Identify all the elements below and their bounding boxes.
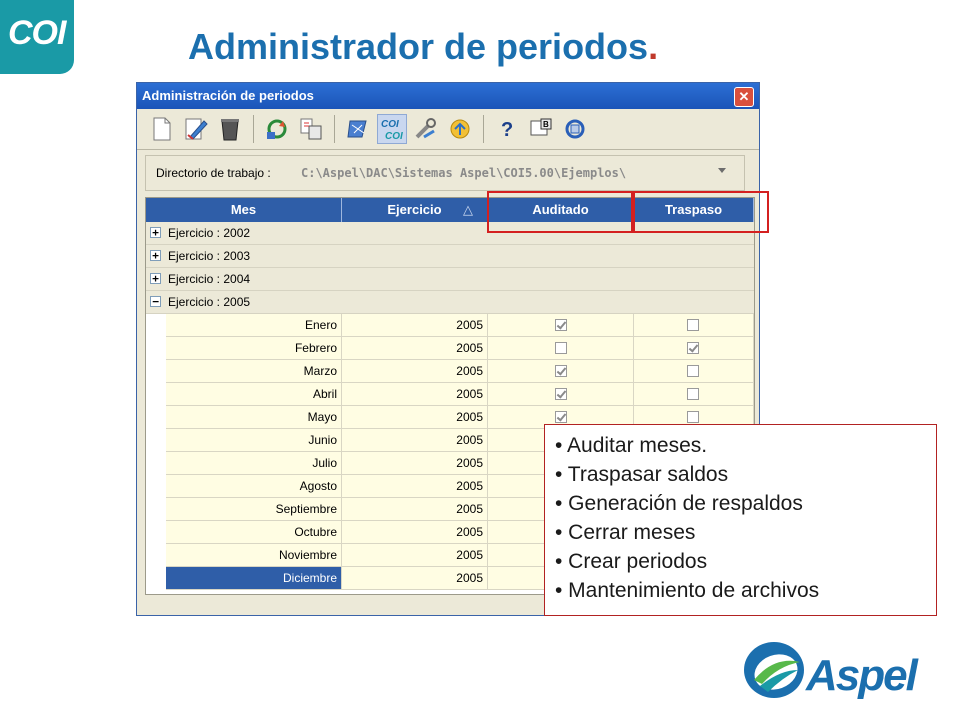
cell-auditado (488, 360, 634, 383)
chevron-down-icon[interactable] (718, 168, 726, 173)
svg-text:COI: COI (385, 131, 403, 142)
expand-icon[interactable]: + (150, 227, 161, 238)
toolbar-separator (334, 115, 335, 143)
page-title-text: Administrador de periodos (188, 26, 649, 67)
svg-text:B: B (543, 120, 549, 129)
group-row[interactable] (146, 268, 754, 291)
collapse-icon[interactable]: − (150, 296, 161, 307)
group-row[interactable] (146, 291, 754, 314)
cell-auditado (488, 383, 634, 406)
column-header-auditado[interactable]: Auditado (488, 198, 634, 222)
cell-ejercicio[interactable]: 2005 (342, 314, 488, 337)
cell-mes[interactable]: Febrero (166, 337, 342, 360)
help-icon[interactable] (492, 114, 522, 144)
svg-text:COI: COI (381, 119, 399, 130)
cell-ejercicio[interactable]: 2005 (342, 383, 488, 406)
cell-mes[interactable]: Noviembre (166, 544, 342, 567)
column-header-mes[interactable]: Mes (146, 198, 342, 222)
svg-text:?: ? (501, 119, 514, 141)
group-row[interactable] (146, 245, 754, 268)
cell-auditado (488, 314, 634, 337)
cell-mes[interactable]: Abril (166, 383, 342, 406)
sort-icon: △ (463, 202, 473, 217)
cell-mes[interactable]: Junio (166, 429, 342, 452)
expand-icon[interactable]: + (150, 250, 161, 261)
settings-icon[interactable] (526, 114, 556, 144)
cell-traspaso (634, 314, 754, 337)
aspel-logo (740, 636, 930, 704)
cell-mes[interactable]: Mayo (166, 406, 342, 429)
audit-icon[interactable] (343, 114, 373, 144)
callout-item: • Generación de respaldos (555, 492, 803, 515)
auditado-checkbox[interactable] (555, 342, 567, 354)
callout-item: • Mantenimiento de archivos (555, 579, 820, 602)
coi-badge-text: COI (8, 14, 66, 52)
group-label: Ejercicio : 2003 (168, 249, 251, 263)
auditado-checkbox[interactable] (555, 388, 567, 400)
working-directory (145, 155, 745, 191)
cell-ejercicio[interactable]: 2005 (342, 360, 488, 383)
toolbar-separator (253, 115, 254, 143)
cell-ejercicio[interactable]: 2005 (342, 406, 488, 429)
cell-mes[interactable]: Julio (166, 452, 342, 475)
table-row[interactable] (166, 314, 754, 337)
traspaso-checkbox[interactable] (687, 411, 699, 423)
auditado-checkbox[interactable] (555, 411, 567, 423)
window-title: Administración de periodos (142, 88, 314, 103)
tools-icon[interactable] (411, 114, 441, 144)
cell-ejercicio[interactable]: 2005 (342, 498, 488, 521)
column-header-ejercicio-label: Ejercicio (387, 202, 442, 217)
toolbar-separator (483, 115, 484, 143)
table-row[interactable] (166, 383, 754, 406)
cell-traspaso (634, 337, 754, 360)
transfer-icon[interactable] (296, 114, 326, 144)
cell-ejercicio[interactable]: 2005 (342, 567, 488, 590)
working-directory-select[interactable]: C:\Aspel\DAC\Sistemas Aspel\COI5.00\Ejemplos\ (301, 166, 627, 180)
features-callout (544, 424, 937, 616)
cell-auditado (488, 337, 634, 360)
aspel-logo-text: Aspel (806, 651, 916, 700)
group-label: Ejercicio : 2002 (168, 226, 251, 240)
traspaso-checkbox[interactable] (687, 365, 699, 377)
window-titlebar[interactable] (137, 83, 759, 109)
cell-mes[interactable]: Septiembre (166, 498, 342, 521)
callout-item: • Traspasar saldos (555, 463, 729, 486)
page-title (188, 26, 658, 68)
cell-ejercicio[interactable]: 2005 (342, 337, 488, 360)
coi-icon[interactable] (377, 114, 407, 144)
column-header-ejercicio[interactable] (342, 198, 488, 222)
cell-traspaso (634, 360, 754, 383)
expand-icon[interactable]: + (150, 273, 161, 284)
auditado-checkbox[interactable] (555, 365, 567, 377)
group-label: Ejercicio : 2005 (168, 295, 251, 309)
close-button[interactable]: ✕ (734, 87, 754, 107)
edit-icon[interactable] (181, 114, 211, 144)
traspaso-checkbox[interactable] (687, 319, 699, 331)
coi-badge (0, 0, 74, 74)
working-directory-label: Directorio de trabajo : (156, 166, 271, 180)
cell-ejercicio[interactable]: 2005 (342, 452, 488, 475)
traspaso-checkbox[interactable] (687, 342, 699, 354)
callout-item: • Cerrar meses (555, 521, 696, 544)
cell-mes[interactable]: Marzo (166, 360, 342, 383)
cell-mes[interactable]: Octubre (166, 521, 342, 544)
trash-icon[interactable] (215, 114, 245, 144)
network-icon[interactable] (560, 114, 590, 144)
table-row[interactable] (166, 360, 754, 383)
cell-ejercicio[interactable]: 2005 (342, 429, 488, 452)
cell-mes[interactable]: Agosto (166, 475, 342, 498)
new-icon[interactable] (147, 114, 177, 144)
cell-ejercicio[interactable]: 2005 (342, 521, 488, 544)
traspaso-checkbox[interactable] (687, 388, 699, 400)
page-title-dot: . (648, 26, 659, 67)
highlight-auditado (487, 191, 633, 233)
callout-item: • Crear periodos (555, 550, 708, 573)
toolbar (137, 109, 759, 150)
cell-traspaso (634, 383, 754, 406)
table-row[interactable] (166, 337, 754, 360)
cell-mes[interactable]: Diciembre (166, 567, 342, 590)
group-label: Ejercicio : 2004 (168, 272, 251, 286)
cell-ejercicio[interactable]: 2005 (342, 544, 488, 567)
cell-ejercicio[interactable]: 2005 (342, 475, 488, 498)
cell-mes[interactable]: Enero (166, 314, 342, 337)
column-header-traspaso[interactable]: Traspaso (634, 198, 754, 222)
callout-item: • Auditar meses. (555, 434, 708, 457)
auditado-checkbox[interactable] (555, 319, 567, 331)
backup-icon[interactable] (445, 114, 475, 144)
refresh-icon[interactable] (262, 114, 292, 144)
highlight-traspaso (633, 191, 769, 233)
